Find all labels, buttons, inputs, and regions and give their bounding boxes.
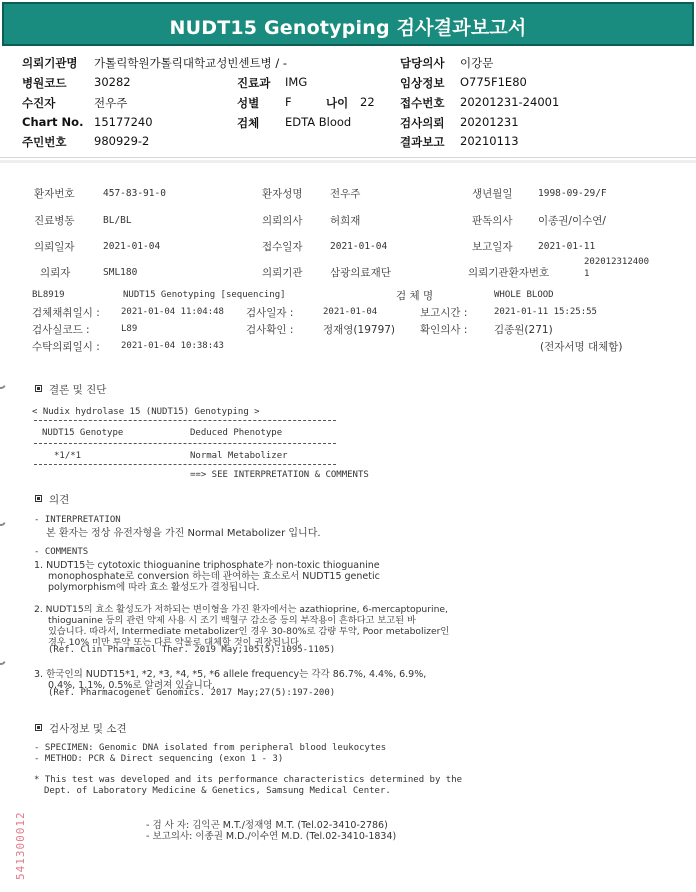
comment-2-line-3: 있습니다. 따라서, Intermediate metabolizer인 경우 30-80%로 감량 투약, Poor metabolizer인: [48, 626, 450, 637]
section-marker: [35, 495, 42, 502]
report-date-label: 결과보고: [400, 135, 445, 149]
requester-label: 의뢰자: [40, 267, 71, 279]
age-label: 나이: [326, 96, 349, 110]
report-title-banner: [2, 2, 694, 46]
disclaimer-line-1: * This test was developed and its performance characteristics determined by the: [34, 775, 463, 785]
genotype-value: *1/*1: [54, 451, 82, 461]
comment-2-reference: (Ref. Clin Pharmacol Ther. 2019 May;105(5):1095-1105): [48, 645, 336, 655]
patient-id-label: 환자번호: [34, 188, 75, 200]
e-signature-note: (전자서명 대체함): [540, 341, 623, 353]
side-serial-number: 541300012: [14, 811, 27, 880]
reading-doctor-value: 이종권/이수연/: [538, 215, 606, 227]
collection-time-value: 2021-01-04 11:04:48: [121, 307, 224, 317]
hospital-code-value: 30282: [94, 75, 131, 89]
report-date2-value: 2021-01-11: [538, 241, 596, 252]
clinical-info-label: 임상정보: [400, 76, 445, 90]
specimen-info: - SPECIMEN: Genomic DNA isolated from peripheral blood leukocytes: [34, 743, 387, 753]
section-marker: [35, 385, 42, 392]
dob-value: 1998-09-29/F: [538, 188, 607, 199]
report-date2-label: 보고일자: [472, 241, 513, 253]
punch-hole-mark: [0, 643, 8, 665]
info-heading: 검사정보 및 소견: [49, 723, 127, 735]
punch-hole-mark: [0, 504, 8, 526]
institution-value: 가톨릭학원가톨릭대학교성빈센트병 / -: [94, 56, 288, 70]
requesting-institution-value: 삼광의료재단: [330, 267, 391, 279]
see-interpretation-note: ==> SEE INTERPRETATION & COMMENTS: [190, 470, 369, 480]
test-name: NUDT15 Genotyping [sequencing]: [123, 290, 286, 300]
requesting-doctor-label: 의뢰의사: [262, 215, 303, 227]
phenotype-value: Normal Metabolizer: [190, 451, 288, 461]
dept-label: 진료과: [237, 76, 271, 90]
specimen-value: EDTA Blood: [285, 115, 352, 129]
requesting-institution-label: 의뢰기관: [262, 267, 303, 279]
disclaimer-line-2: Dept. of Laboratory Medicine & Genetics, Samsung Medical Center.: [44, 786, 391, 796]
confirm-doctor-label: 확인의사 :: [420, 324, 468, 336]
request-date2-label: 의뢰일자: [34, 241, 75, 253]
specimen-name-value: WHOLE BLOOD: [494, 290, 554, 300]
receipt-date-value: 2021-01-04: [330, 241, 388, 252]
sex-label: 성별: [237, 96, 260, 110]
chart-no-value: 15177240: [94, 115, 153, 129]
request-date-value: 20201231: [460, 115, 519, 129]
patient-id-value: 457-83-91-0: [103, 188, 166, 199]
sex-value: F: [285, 95, 292, 109]
table-top-rule: [34, 420, 336, 421]
ward-value: BL/BL: [103, 215, 132, 226]
resident-id-label: 주민번호: [22, 135, 67, 149]
ward-label: 진료병동: [34, 215, 75, 227]
method-info: - METHOD: PCR & Direct sequencing (exon 1 - 3): [34, 754, 284, 764]
collection-time-label: 검체채취일시 :: [32, 307, 100, 319]
institution-patient-no-line1: 202012312400: [584, 257, 650, 267]
report-time-value: 2021-01-11 15:25:55: [494, 307, 597, 317]
resident-id-value: 980929-2: [94, 134, 150, 148]
clinical-info-value: O775F1E80: [460, 75, 527, 89]
dept-value: IMG: [285, 75, 308, 89]
comment-1-line-3: polymorphism에 따라 효소 활성도가 결정됩니다.: [48, 582, 260, 593]
header-shadow: [0, 160, 696, 163]
receive-time-value: 2021-01-04 10:38:43: [121, 341, 224, 351]
exam-date-label: 검사일자 :: [246, 307, 294, 319]
section-marker: [35, 724, 42, 731]
requesting-doctor-value: 허희재: [330, 215, 361, 227]
table-bottom-rule: [34, 464, 336, 465]
receipt-number-label: 접수번호: [400, 96, 445, 110]
comments-label: - COMMENTS: [34, 547, 89, 557]
requester-value: SML180: [103, 267, 138, 278]
comment-3-reference: (Ref. Pharmacogenet Genomics. 2017 May;27(5):197-200): [48, 688, 336, 698]
hospital-code-label: 병원코드: [22, 76, 67, 90]
comment-3-line-2: 0.4%, 1.1%, 0.5%로 알려져 있습니다.: [48, 680, 215, 691]
opinion-heading: 의견: [49, 494, 70, 506]
age-value: 22: [360, 95, 375, 109]
reporter-line: - 보고의사: 이종권 M.D./이수연 M.D. (Tel.02-3410-1834): [146, 831, 397, 842]
patient-name-label: 환자성명: [262, 188, 303, 200]
chart-no-label: Chart No.: [22, 115, 84, 129]
comment-1-line-1: 1. NUDT15는 cytotoxic thioguanine triphosphate가 non-toxic thioguanine: [34, 560, 380, 571]
lab-code-label: 검사실코드 :: [32, 324, 90, 336]
institution-patient-no-label: 의뢰기관환자번호: [468, 267, 550, 279]
receive-time-label: 수탁의뢰일시 :: [32, 341, 100, 353]
report-date-value: 20210113: [460, 134, 519, 148]
comment-2-line-4: 경우 10% 미만 투약 또는 다른 약물로 대체할 것이 권장됩니다.: [48, 637, 302, 648]
result-subheading: < Nudix hydrolase 15 (NUDT15) Genotyping >: [32, 407, 260, 417]
dob-label: 생년월일: [472, 188, 513, 200]
table-header-rule: [34, 443, 336, 444]
interpretation-label: - INTERPRETATION: [34, 515, 121, 525]
institution-label: 의뢰기관명: [22, 56, 78, 70]
test-code: BL8919: [32, 290, 65, 300]
patient-name-value: 전우주: [330, 188, 361, 200]
comment-2-line-2: thioguanine 등의 관련 약제 사용 시 조기 백혈구 감소증 등의 부작용이 흔하다고 보고된 바: [48, 615, 416, 626]
phenotype-column-header: Deduced Phenotype: [190, 428, 283, 438]
specimen-name-label: 검 체 명: [396, 290, 434, 302]
comment-1-line-2: monophosphate로 conversion 하는데 관여하는 효소로서 NUDT15 genetic: [48, 571, 380, 582]
request-date2-value: 2021-01-04: [103, 241, 161, 252]
examinee-label: 수진자: [22, 96, 56, 110]
institution-patient-no-line2: 1: [584, 269, 590, 279]
comment-3-line-1: 3. 한국인의 NUDT15*1, *2, *3, *4, *5, *6 allele frequency는 각각 86.7%, 4.4%, 6.9%,: [34, 669, 427, 680]
doctor-value: 이강문: [460, 56, 494, 70]
comment-2-line-1: 2. NUDT15의 효소 활성도가 저하되는 변이형을 가진 환자에서는 azathioprine, 6-mercaptopurine,: [34, 604, 448, 615]
report-time-label: 보고시간 :: [420, 307, 468, 319]
exam-confirm-value: 정재영(19797): [323, 324, 396, 336]
request-date-label: 검사의뢰: [400, 116, 445, 130]
receipt-number-value: 20201231-24001: [460, 95, 560, 109]
report-title: NUDT15 Genotyping 검사결과보고서: [169, 17, 527, 39]
specimen-label: 검체: [237, 116, 260, 130]
confirm-doctor-value: 김종원(271): [494, 324, 553, 336]
result-heading: 결론 및 진단: [49, 384, 107, 396]
header-divider: [0, 157, 696, 158]
interpretation-text: 본 환자는 정상 유전자형을 가진 Normal Metabolizer 입니다.: [46, 528, 321, 539]
genotype-column-header: NUDT15 Genotype: [42, 428, 124, 438]
punch-hole-mark: [0, 367, 8, 389]
doctor-label: 담당의사: [400, 56, 445, 70]
reading-doctor-label: 판독의사: [472, 215, 513, 227]
examinee-value: 전우주: [94, 96, 128, 110]
exam-date-value: 2021-01-04: [323, 307, 378, 317]
receipt-date-label: 접수일자: [262, 241, 303, 253]
lab-code-value: L89: [121, 324, 138, 334]
tester-line: - 검 사 자: 김익곤 M.T./정재영 M.T. (Tel.02-3410-2786): [146, 820, 388, 831]
exam-confirm-label: 검사확인 :: [246, 324, 294, 336]
